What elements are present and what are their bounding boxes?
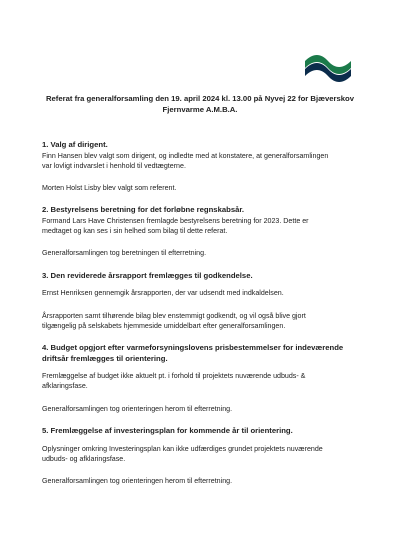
section-paragraph: [42, 371, 372, 392]
section-4: [42, 343, 372, 414]
text-line: Generalforsamlingen tog orienteringen herom til efterretning.: [42, 477, 233, 486]
text-line: Årsrapporten samt tilhørende bilag blev enstemmigt godkendt, og vil også blive gjort: [42, 311, 306, 320]
document-body: [42, 140, 372, 498]
text-line: udbuds- og afklaringsfase.: [42, 454, 126, 463]
document-title: [30, 94, 370, 115]
section-heading: 5. Fremlæggelse af investeringsplan for kommende år til orientering.: [42, 426, 293, 436]
section-paragraph: [42, 248, 372, 258]
text-line: Finn Hansen blev valgt som dirigent, og indledte med at konstatere, at generalforsamlingen: [42, 151, 329, 160]
section-paragraph: [42, 151, 372, 172]
title-line-1: Referat fra generalforsamling den 19. april 2024 kl. 13.00 på Nyvej 22 for Bjæverskov: [45, 94, 355, 103]
section-paragraph: [42, 288, 372, 298]
text-line: var lovligt indvarslet i henhold til vedtægterne.: [42, 161, 186, 170]
section-1: [42, 140, 372, 193]
section-paragraph: [42, 216, 372, 237]
section-paragraph: [42, 311, 372, 332]
section-5: [42, 426, 372, 486]
section-2: [42, 205, 372, 258]
text-line: Morten Holst Lisby blev valgt som referent.: [42, 184, 177, 193]
text-line: afklaringsfase.: [42, 382, 88, 391]
section-3: [42, 271, 372, 331]
text-line: medtaget og kan ses i sin helhed som bilag til dette referat.: [42, 227, 228, 236]
section-paragraph: [42, 404, 372, 414]
section-heading: 2. Bestyrelsens beretning for det forløbne regnskabsår.: [42, 205, 245, 215]
text-line: tilgængelig på selskabets hjemmeside umiddelbart efter generalforsamlingen.: [42, 321, 286, 330]
section-heading: [42, 343, 372, 364]
text-line: Generalforsamlingen tog beretningen til efterretning.: [42, 249, 207, 258]
company-logo-icon: [303, 52, 353, 82]
text-line: Formand Lars Have Christensen fremlagde bestyrelsens beretning for 2023. Dette er: [42, 216, 309, 225]
text-line: Oplysninger omkring Investeringsplan kan ikke udfærdiges grundet projektets nuværende: [42, 444, 323, 453]
text-line: Generalforsamlingen tog orienteringen herom til efterretning.: [42, 404, 233, 413]
section-paragraph: [42, 476, 372, 486]
heading-line: 4. Budget opgjort efter varmeforsyningslovens prisbestemmelser for indeværende: [42, 343, 344, 353]
section-paragraph: [42, 444, 372, 465]
section-heading: 3. Den reviderede årsrapport fremlægges til godkendelse.: [42, 270, 253, 280]
text-line: Fremlæggelse af budget ikke aktuelt pt. i forhold til projektets nuværende udbuds- &: [42, 372, 306, 381]
section-heading: 1. Valg af dirigent.: [42, 140, 108, 149]
title-line-2: Fjernvarme A.M.B.A.: [162, 104, 238, 114]
heading-line: driftsår fremlægges til orientering.: [42, 353, 168, 363]
text-line: Ernst Henriksen gennemgik årsrapporten, der var udsendt med indkaldelsen.: [42, 289, 284, 298]
section-paragraph: [42, 183, 372, 193]
